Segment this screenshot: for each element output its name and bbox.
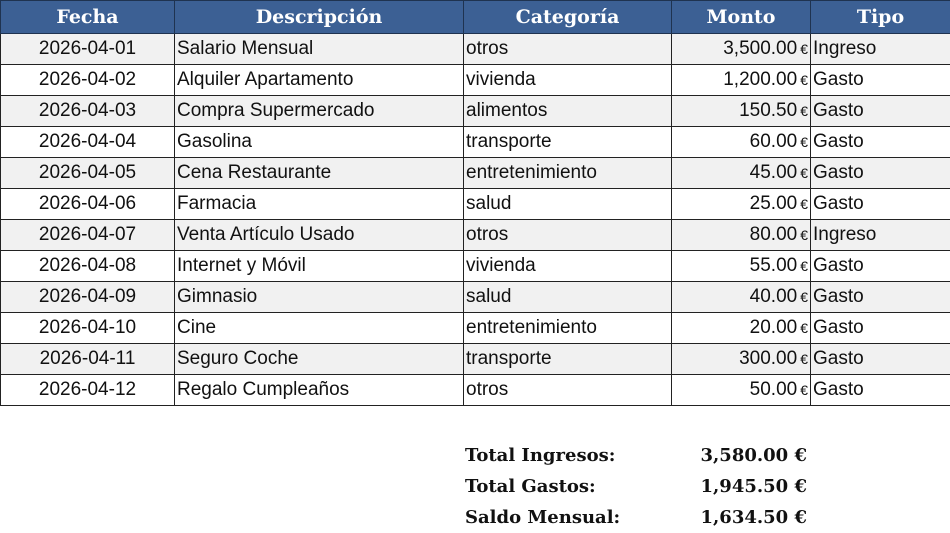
cell-amount[interactable] [672, 158, 811, 189]
total-row [465, 502, 815, 533]
cell-amount[interactable] [672, 96, 811, 127]
amount-value: 300.00 [739, 348, 797, 369]
table-row [1, 127, 950, 158]
cell-amount[interactable] [672, 282, 811, 313]
table-row [1, 282, 950, 313]
total-label: Total Ingresos: [465, 440, 615, 471]
amount-value: 60.00 [750, 131, 798, 152]
cell-type[interactable]: Ingreso [811, 220, 950, 251]
currency-symbol: € [800, 320, 808, 336]
amount-value: 20.00 [750, 317, 798, 338]
cell-amount[interactable] [672, 127, 811, 158]
cell-category[interactable]: entretenimiento [464, 313, 672, 344]
amount-value: 25.00 [750, 193, 798, 214]
cell-amount[interactable] [672, 375, 811, 406]
cell-date[interactable]: 2026-04-09 [1, 282, 175, 313]
currency-symbol: € [800, 382, 808, 398]
cell-description[interactable]: Farmacia [175, 189, 464, 220]
header-monto[interactable]: Monto [672, 1, 811, 34]
cell-category[interactable]: transporte [464, 127, 672, 158]
cell-category[interactable]: otros [464, 375, 672, 406]
cell-description[interactable]: Seguro Coche [175, 344, 464, 375]
total-label: Total Gastos: [465, 471, 596, 502]
cell-date[interactable]: 2026-04-06 [1, 189, 175, 220]
cell-type[interactable]: Gasto [811, 375, 950, 406]
cell-type[interactable]: Gasto [811, 96, 950, 127]
table-row [1, 189, 950, 220]
cell-amount[interactable] [672, 65, 811, 96]
header-fecha[interactable]: Fecha [1, 1, 175, 34]
cell-description[interactable]: Cine [175, 313, 464, 344]
cell-date[interactable]: 2026-04-03 [1, 96, 175, 127]
cell-type[interactable]: Ingreso [811, 34, 950, 65]
cell-date[interactable]: 2026-04-04 [1, 127, 175, 158]
cell-type[interactable]: Gasto [811, 282, 950, 313]
table-row [1, 375, 950, 406]
currency-symbol: € [800, 196, 808, 212]
cell-category[interactable]: salud [464, 189, 672, 220]
amount-value: 1,200.00 [723, 69, 797, 90]
cell-date[interactable]: 2026-04-10 [1, 313, 175, 344]
table-row [1, 158, 950, 189]
currency-symbol: € [800, 258, 808, 274]
cell-type[interactable]: Gasto [811, 344, 950, 375]
cell-category[interactable]: transporte [464, 344, 672, 375]
cell-amount[interactable] [672, 220, 811, 251]
header-descripcion[interactable]: Descripción [175, 1, 464, 34]
cell-description[interactable]: Cena Restaurante [175, 158, 464, 189]
cell-category[interactable]: salud [464, 282, 672, 313]
cell-date[interactable]: 2026-04-02 [1, 65, 175, 96]
cell-category[interactable]: alimentos [464, 96, 672, 127]
total-label: Saldo Mensual: [465, 502, 620, 533]
cell-date[interactable]: 2026-04-05 [1, 158, 175, 189]
cell-type[interactable]: Gasto [811, 65, 950, 96]
table-row [1, 96, 950, 127]
amount-value: 40.00 [750, 286, 798, 307]
cell-description[interactable]: Alquiler Apartamento [175, 65, 464, 96]
cell-description[interactable]: Compra Supermercado [175, 96, 464, 127]
cell-description[interactable]: Gasolina [175, 127, 464, 158]
table-row [1, 65, 950, 96]
currency-symbol: € [800, 72, 808, 88]
cell-type[interactable]: Gasto [811, 251, 950, 282]
total-row [465, 440, 815, 471]
currency-symbol: € [800, 351, 808, 367]
cell-date[interactable]: 2026-04-12 [1, 375, 175, 406]
cell-category[interactable]: otros [464, 220, 672, 251]
cell-date[interactable]: 2026-04-08 [1, 251, 175, 282]
total-value: 3,580.00 € [701, 440, 807, 471]
cell-description[interactable]: Internet y Móvil [175, 251, 464, 282]
cell-category[interactable]: entretenimiento [464, 158, 672, 189]
currency-symbol: € [800, 227, 808, 243]
amount-value: 150.50 [739, 100, 797, 121]
currency-symbol: € [800, 134, 808, 150]
cell-description[interactable]: Venta Artículo Usado [175, 220, 464, 251]
header-categoria[interactable]: Categoría [464, 1, 672, 34]
amount-value: 45.00 [750, 162, 798, 183]
header-tipo[interactable]: Tipo [811, 1, 950, 34]
cell-category[interactable]: otros [464, 34, 672, 65]
header-row [1, 1, 950, 34]
amount-value: 80.00 [750, 224, 798, 245]
table-row [1, 313, 950, 344]
total-value: 1,945.50 € [701, 471, 807, 502]
cell-amount[interactable] [672, 251, 811, 282]
cell-amount[interactable] [672, 189, 811, 220]
cell-description[interactable]: Salario Mensual [175, 34, 464, 65]
cell-date[interactable]: 2026-04-07 [1, 220, 175, 251]
cell-amount[interactable] [672, 34, 811, 65]
table-row [1, 251, 950, 282]
currency-symbol: € [800, 41, 808, 57]
cell-type[interactable]: Gasto [811, 158, 950, 189]
currency-symbol: € [800, 165, 808, 181]
table-row [1, 220, 950, 251]
cell-category[interactable]: vivienda [464, 251, 672, 282]
table-row [1, 34, 950, 65]
cell-type[interactable]: Gasto [811, 189, 950, 220]
amount-value: 3,500.00 [723, 38, 797, 59]
cell-category[interactable]: vivienda [464, 65, 672, 96]
currency-symbol: € [800, 289, 808, 305]
cell-description[interactable]: Regalo Cumpleaños [175, 375, 464, 406]
table-row [1, 344, 950, 375]
cell-date[interactable]: 2026-04-11 [1, 344, 175, 375]
amount-value: 50.00 [750, 379, 798, 400]
cell-date[interactable]: 2026-04-01 [1, 34, 175, 65]
summary-totals [465, 440, 815, 533]
total-row [465, 471, 815, 502]
currency-symbol: € [800, 103, 808, 119]
cell-description[interactable]: Gimnasio [175, 282, 464, 313]
cell-type[interactable]: Gasto [811, 313, 950, 344]
total-value: 1,634.50 € [701, 502, 807, 533]
amount-value: 55.00 [750, 255, 798, 276]
cell-type[interactable]: Gasto [811, 127, 950, 158]
cell-amount[interactable] [672, 313, 811, 344]
cell-amount[interactable] [672, 344, 811, 375]
